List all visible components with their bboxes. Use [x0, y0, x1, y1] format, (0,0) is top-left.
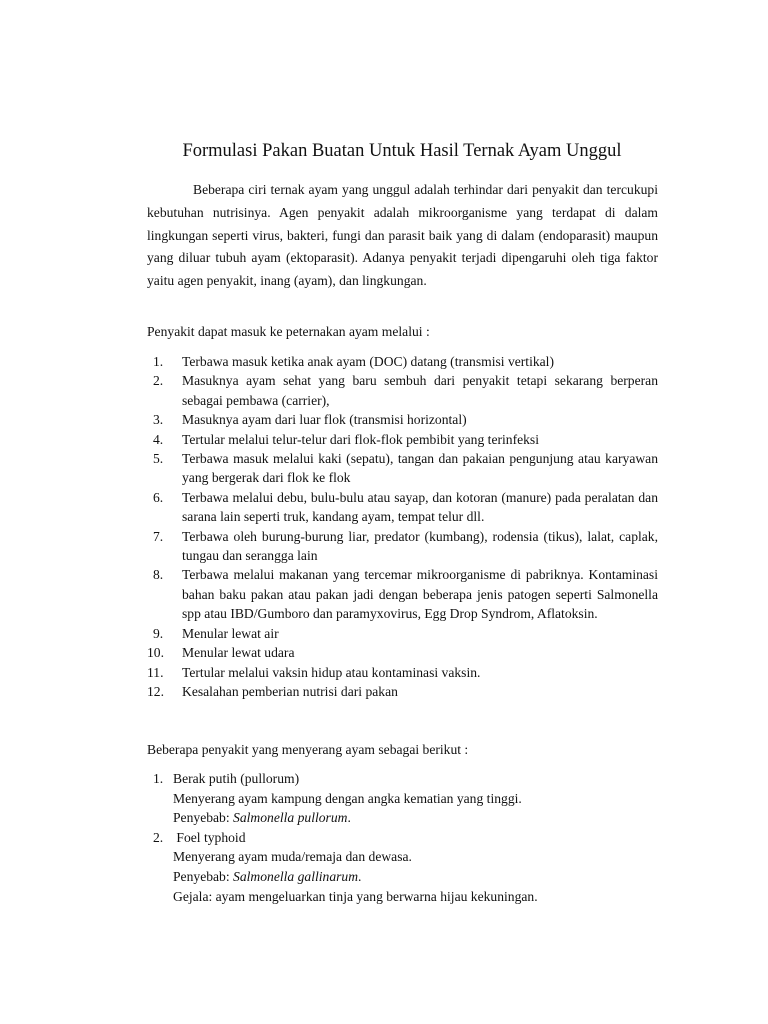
list-item-text: Masuknya ayam sehat yang baru sembuh dari penyakit tetapi sekarang berperan sebagai pembawa (carrier), — [182, 373, 658, 408]
cause-organism: Salmonella gallinarum — [233, 868, 359, 884]
list-item-number: 11. — [147, 664, 164, 680]
disease-symptom: Gejala: ayam mengeluarkan tinja yang berwarna hijau kekuningan. — [173, 888, 538, 904]
cause-label: Penyebab: — [173, 810, 234, 826]
list-item-number: 8. — [153, 567, 164, 583]
list-item — [147, 410, 658, 429]
cause-end: . — [347, 810, 351, 826]
list-item-text: Terbawa oleh burung-burung liar, predator (kumbang), rodensia (tikus), lalat, caplak, tungau dan serangga lain — [182, 528, 658, 564]
list-item-number: 2. — [153, 373, 164, 389]
list-item — [147, 527, 658, 566]
document-title: Formulasi Pakan Buatan Untuk Hasil Ternak Ayam Unggul — [182, 141, 622, 161]
diseases-heading: Beberapa penyakit yang menyerang ayam sebagai berikut : — [147, 742, 469, 757]
list-item-text: Terbawa melalui makanan yang tercemar mikroorganisme di pabriknya. Kontaminasi bahan baku pakan atau pakan jadi dengan beberapa jenis patogen seperti Salmonella spp atau IBD/Gumboro dan paramyxovirus, Egg Drop Syndrom, Aflatoksin. — [182, 567, 658, 622]
list-item-number: 6. — [153, 489, 164, 505]
list-item-text: Masuknya ayam dari luar flok (transmisi horizontal) — [182, 412, 467, 428]
disease-description: Menyerang ayam kampung dengan angka kematian yang tinggi. — [173, 790, 522, 806]
disease-name: Berak putih (pullorum) — [173, 771, 300, 786]
list-item — [147, 643, 658, 662]
list-item — [147, 682, 658, 701]
disease-name: Foel typhoid — [173, 829, 246, 845]
list-item — [147, 352, 658, 371]
list-item-text: Menular lewat air — [182, 625, 279, 641]
list-item-text: Terbawa melalui debu, bulu-bulu atau sayap, dan kotoran (manure) pada peralatan dan sarana lain seperti truk, kandang ayam, tempat telur dll. — [182, 489, 658, 525]
list-item-text: Tertular melalui vaksin hidup atau kontaminasi vaksin. — [182, 664, 481, 680]
list-item-text: Tertular melalui telur-telur dari flok-flok pembibit yang terinfeksi — [182, 431, 540, 447]
list-item-text: Terbawa masuk melalui kaki (sepatu), tangan dan pakaian pengunjung atau karyawan yang bergerak dari flok ke flok — [182, 451, 658, 486]
list-item — [147, 488, 658, 527]
disease-number: 1. — [153, 771, 164, 786]
list-item-number: 10. — [147, 645, 164, 661]
causes-list — [147, 352, 658, 701]
list-item-number: 5. — [153, 451, 164, 467]
causes-heading: Penyakit dapat masuk ke peternakan ayam melalui : — [147, 324, 430, 339]
list-item — [147, 663, 658, 682]
list-item-text: Menular lewat udara — [182, 645, 295, 661]
cause-end: . — [358, 868, 362, 884]
disease-description: Menyerang ayam muda/remaja dan dewasa. — [173, 849, 412, 865]
disease-number: 2. — [153, 829, 164, 845]
disease-item — [147, 828, 658, 906]
list-item-text: Terbawa masuk ketika anak ayam (DOC) datang (transmisi vertikal) — [182, 354, 554, 369]
cause-label: Penyebab: — [173, 868, 234, 884]
disease-cause — [173, 867, 658, 887]
list-item — [147, 449, 658, 488]
list-item-number: 1. — [153, 354, 164, 369]
cause-organism: Salmonella pullorum — [233, 810, 348, 826]
list-item — [147, 565, 658, 623]
diseases-list — [147, 769, 658, 906]
disease-item — [147, 769, 658, 828]
list-item — [147, 430, 658, 449]
disease-cause — [173, 808, 658, 828]
list-item-text: Kesalahan pemberian nutrisi dari pakan — [182, 683, 398, 699]
list-item-number: 7. — [153, 528, 164, 544]
list-item-number: 3. — [153, 412, 164, 428]
list-item-number: 9. — [153, 625, 164, 641]
list-item-number: 4. — [153, 431, 164, 447]
list-item-number: 12. — [147, 683, 164, 699]
list-item — [147, 371, 658, 410]
list-item — [147, 624, 658, 643]
intro-paragraph: Beberapa ciri ternak ayam yang unggul adalah terhindar dari penyakit dan tercukupi kebutuhan nutrisinya. Agen penyakit adalah mikroorganisme yang terdapat di dalam lingkungan seperti virus, bakteri, fungi dan parasit baik yang di dalam (endoparasit) maupun yang diluar tubuh ayam (ektoparasit). Adanya penyakit terjadi dipengaruhi oleh tiga faktor yaitu agen penyakit, inang (ayam), dan lingkungan. — [147, 182, 658, 289]
